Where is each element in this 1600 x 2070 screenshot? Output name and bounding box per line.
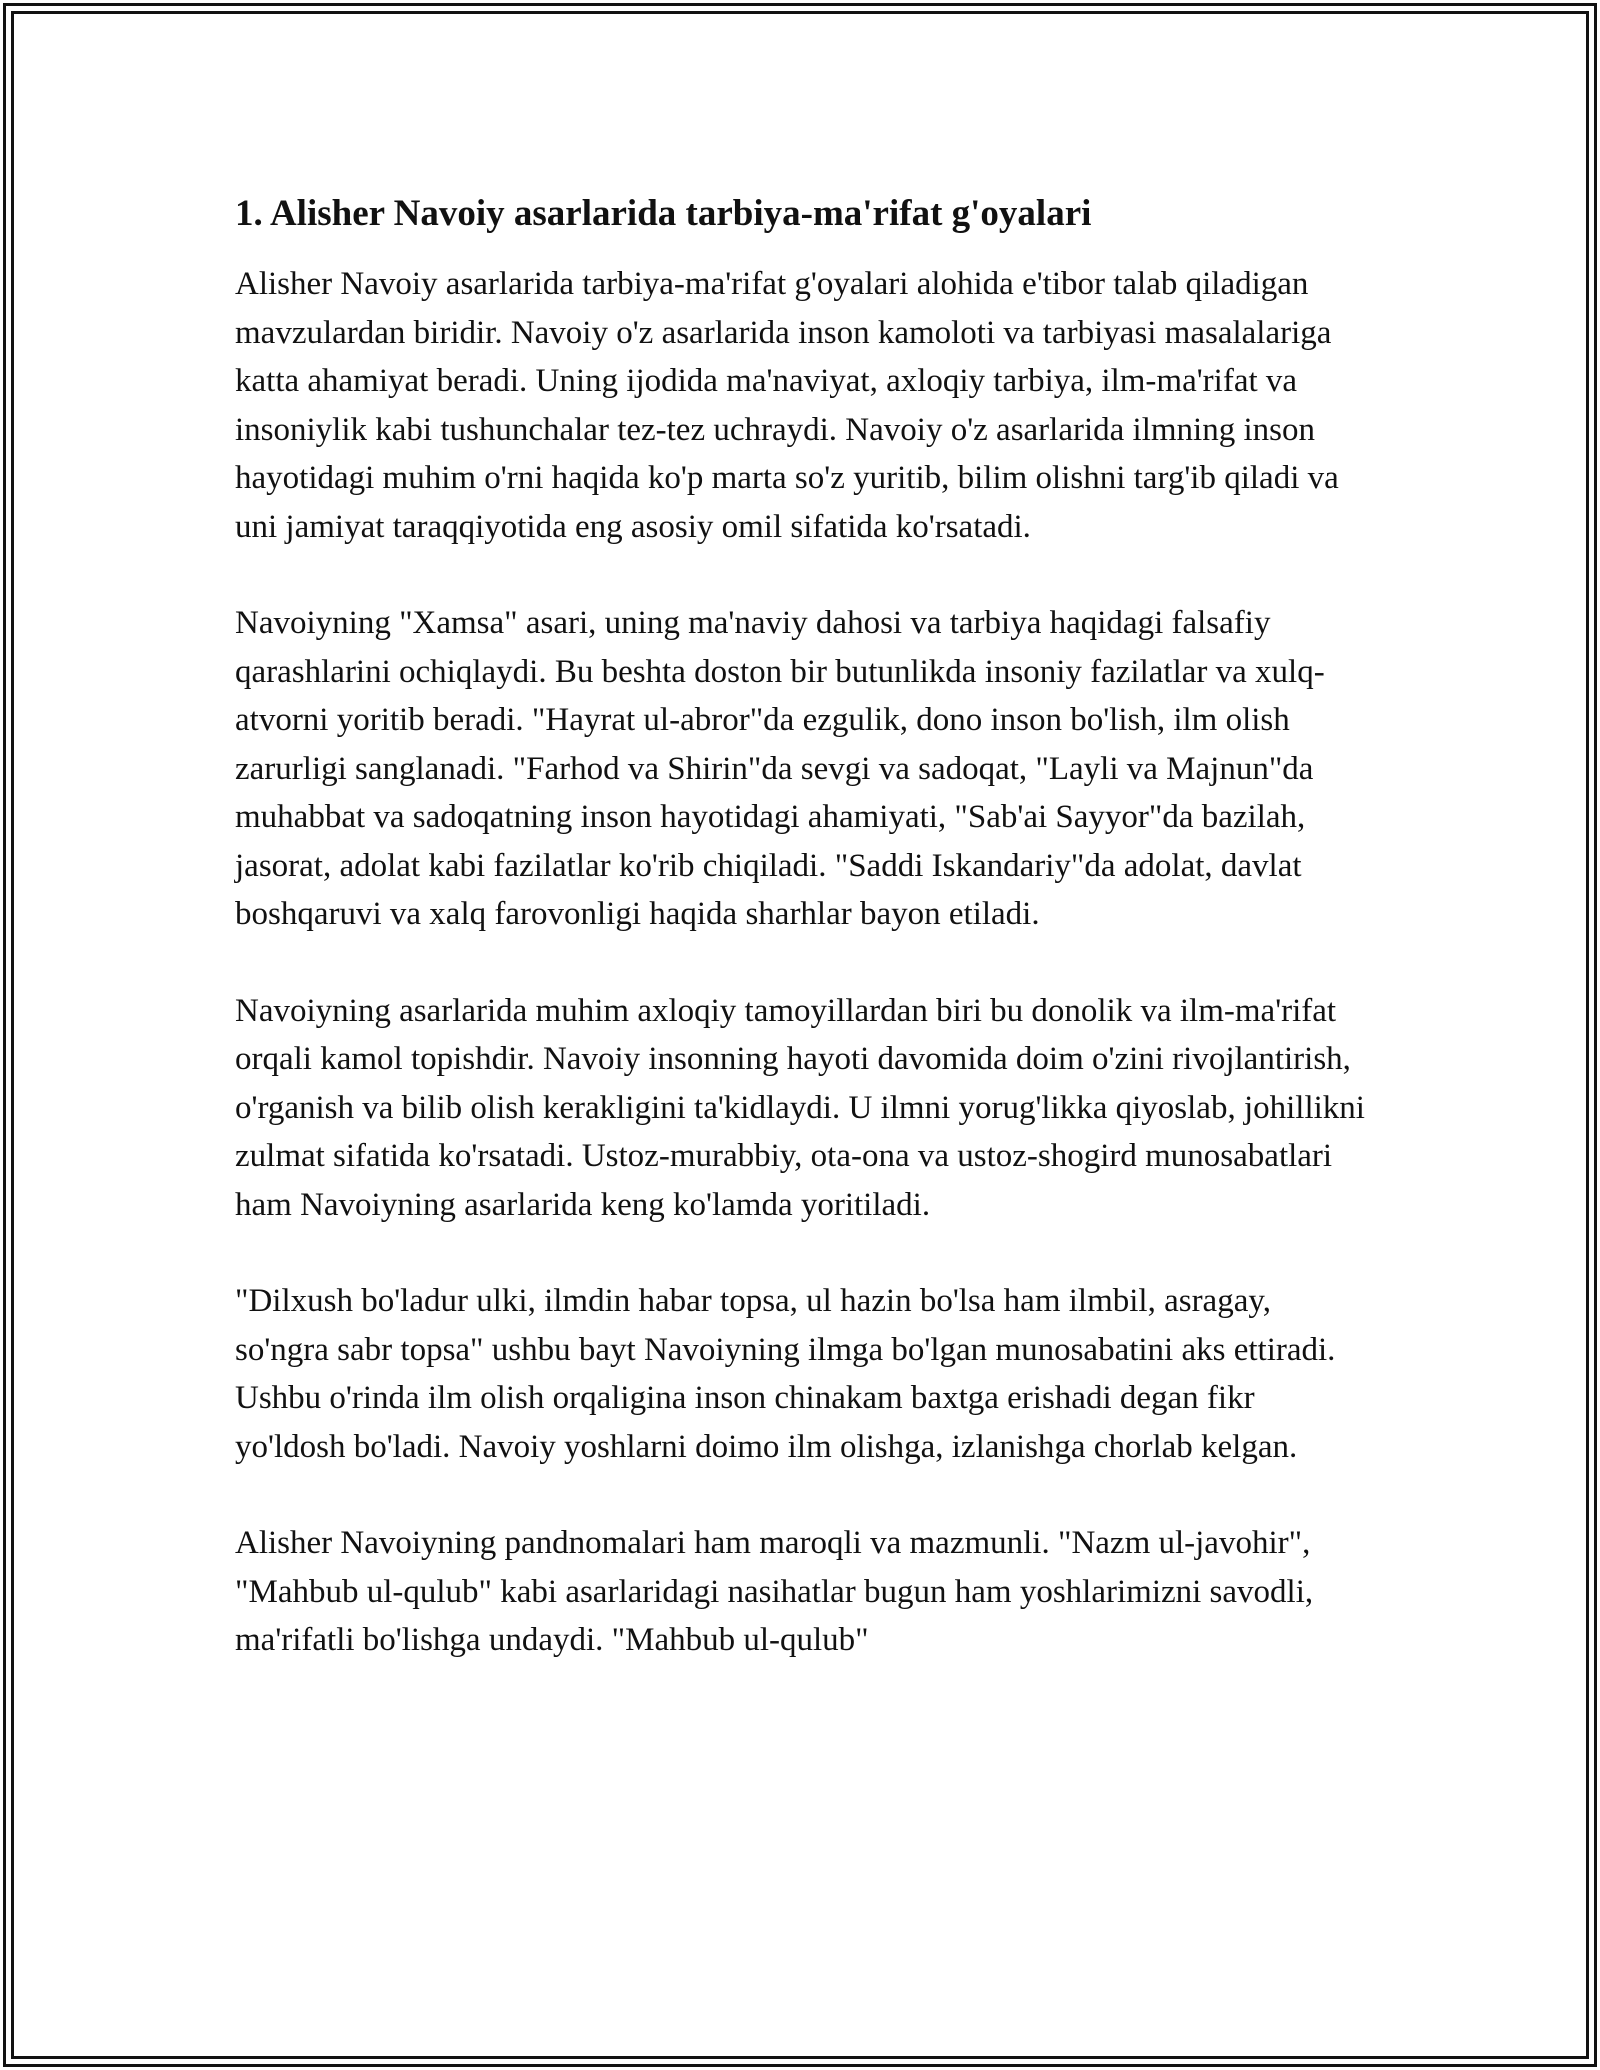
section-heading: 1. Alisher Navoiy asarlarida tarbiya-ma'rifat g'oyalari [235, 193, 1092, 234]
document-body [235, 188, 1365, 1713]
paragraph-xamsa: Navoiyning "Xamsa" asari, uning ma'naviy dahosi va tarbiya haqidagi falsafiy qarashlarini ochiqlaydi. Bu beshta doston bir butunlikda insoniy fazilatlar va xulq-atvorni yoritib beradi. "Hayrat ul-abror"da ezgulik, dono inson bo'lish, ilm olish zarurligi sanglanadi. "Farhod va Shirin"da sevgi va sadoqat, "Layli va Majnun"da muhabbat va sadoqatning inson hayotidagi ahamiyati, "Sab'ai Sayyor"da bazilah, jasorat, adolat kabi fazilatlar ko'rib chiqiladi. "Saddi Iskandariy"da adolat, davlat boshqaruvi va xalq farovonligi haqida sharhlar bayon etiladi. [235, 605, 1325, 932]
paragraph-pandnoma: Alisher Navoiyning pandnomalari ham maroqli va mazmunli. "Nazm ul-javohir", "Mahbub ul-qulub" kabi asarlaridagi nasihatlar bugun ham yoshlarimizni savodli, ma'rifatli bo'lishga undaydi. "Mahbub ul-qulub" [235, 1525, 1314, 1658]
paragraph-intro: Alisher Navoiy asarlarida tarbiya-ma'rifat g'oyalari alohida e'tibor talab qiladigan mavzulardan biridir. Navoiy o'z asarlarida inson kamoloti va tarbiyasi masalalariga katta ahamiyat beradi. Uning ijodida ma'naviyat, axloqiy tarbiya, ilm-ma'rifat va insoniylik kabi tushunchalar tez-tez uchraydi. Navoiy o'z asarlarida ilmning inson hayotidagi muhim o'rni haqida ko'p marta so'z yuritib, bilim olishni targ'ib qiladi va uni jamiyat taraqqiyotida eng asosiy omil sifatida ko'rsatadi. [235, 266, 1339, 545]
paragraph-ethics: Navoiyning asarlarida muhim axloqiy tamoyillardan biri bu donolik va ilm-ma'rifat orqali kamol topishdir. Navoiy insonning hayoti davomida doim o'zini rivojlantirish, o'rganish va bilib olish kerakligini ta'kidlaydi. U ilmni yorug'likka qiyoslab, johillikni zulmat sifatida ko'rsatadi. Ustoz-murabbiy, ota-ona va ustoz-shogird munosabatlari ham Navoiyning asarlarida keng ko'lamda yoritiladi. [235, 992, 1365, 1223]
paragraph-bayt: "Dilxush bo'ladur ulki, ilmdin habar topsa, ul hazin bo'lsa ham ilmbil, asragay, so'ngra sabr topsa" ushbu bayt Navoiyning ilmga bo'lgan munosabatini aks ettiradi. Ushbu o'rinda ilm olish orqaligina inson chinakam baxtga erishadi degan fikr yo'ldosh bo'ladi. Navoiy yoshlarni doimo ilm olishga, izlanishga chorlab kelgan. [235, 1283, 1336, 1465]
